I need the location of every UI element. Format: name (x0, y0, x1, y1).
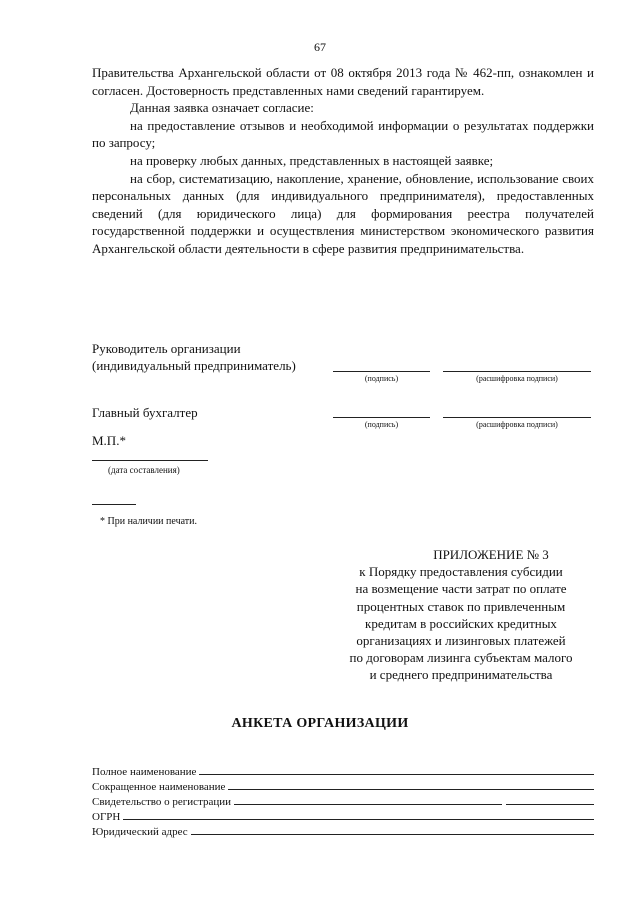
accountant-signature-line (333, 417, 430, 418)
appendix-line: к Порядку предоставления субсидии (359, 564, 563, 580)
page-number: 67 (314, 40, 326, 54)
form-title: АНКЕТА ОРГАНИЗАЦИИ (231, 716, 409, 731)
stamp-label: М.П.* (92, 433, 126, 448)
short-name-field[interactable] (228, 789, 594, 790)
field-label: Полное наименование (92, 766, 197, 778)
form-row-registration (92, 793, 594, 808)
decoding-caption: (расшифровка подписи) (476, 420, 558, 429)
accountant-decoding-line (443, 417, 591, 418)
signature-caption: (подпись) (364, 420, 399, 429)
registration-field[interactable] (234, 804, 502, 805)
footnote-separator (92, 504, 136, 505)
field-label: Свидетельство о регистрации (92, 796, 232, 808)
field-label: Юридический адрес (92, 826, 188, 838)
field-label: ОГРН (92, 811, 121, 823)
form-row-legal-address (92, 823, 594, 838)
ogrn-field[interactable] (123, 819, 594, 820)
paragraph: на сбор, систематизацию, накопление, хранение, обновление, использование своих персональных данных (для индивидуального предпринимателя), предоставленных сведений (для юридического лица) для формирования реестра получателей государственной поддержки и осуществления министерством экономического развития Архангельской области деятельности в сфере развития предпринимательства. (92, 170, 594, 256)
form-row-full-name (92, 763, 594, 778)
appendix-line: на возмещение части затрат по оплате (355, 581, 567, 597)
appendix-line: по договорам лизинга субъектам малого (349, 650, 573, 666)
head-label-line1: Руководитель организации (92, 341, 241, 356)
registration-field-extra[interactable] (506, 804, 594, 805)
organization-form (92, 763, 594, 838)
head-label-line2: (индивидуальный предприниматель) (92, 358, 296, 373)
field-label: Сокращенное наименование (92, 781, 226, 793)
accountant-label: Главный бухгалтер (92, 405, 198, 420)
appendix-heading: ПРИЛОЖЕНИЕ № 3 (433, 547, 549, 562)
head-decoding-line (443, 371, 591, 372)
appendix-line: организациях и лизинговых платежей (356, 633, 566, 649)
full-name-field[interactable] (199, 774, 594, 775)
head-signature-line (333, 371, 430, 372)
signature-caption: (подпись) (364, 374, 399, 383)
decoding-caption: (расшифровка подписи) (476, 374, 558, 383)
form-row-ogrn (92, 808, 594, 823)
date-caption: (дата составления) (108, 465, 180, 475)
footnote: * При наличии печати. (100, 516, 197, 527)
appendix-line: кредитам в российских кредитных (365, 615, 557, 631)
appendix-block (316, 546, 606, 684)
paragraph: на предоставление отзывов и необходимой информации о результатах поддержки по запросу; (92, 117, 594, 151)
appendix-line: и среднего предпринимательства (369, 667, 553, 683)
appendix-line: процентных ставок по привлеченным (356, 598, 566, 614)
paragraph: Данная заявка означает согласие: (130, 100, 314, 116)
consent-text (92, 64, 594, 258)
paragraph: на проверку любых данных, представленных в настоящей заявке; (130, 152, 494, 168)
legal-address-field[interactable] (191, 834, 594, 835)
paragraph: Правительства Архангельской области от 08 октября 2013 года № 462-пп, ознакомлен и согласен. Достоверность представленных нами сведений гарантируем. (92, 65, 594, 98)
date-line (92, 460, 208, 461)
form-row-short-name (92, 778, 594, 793)
